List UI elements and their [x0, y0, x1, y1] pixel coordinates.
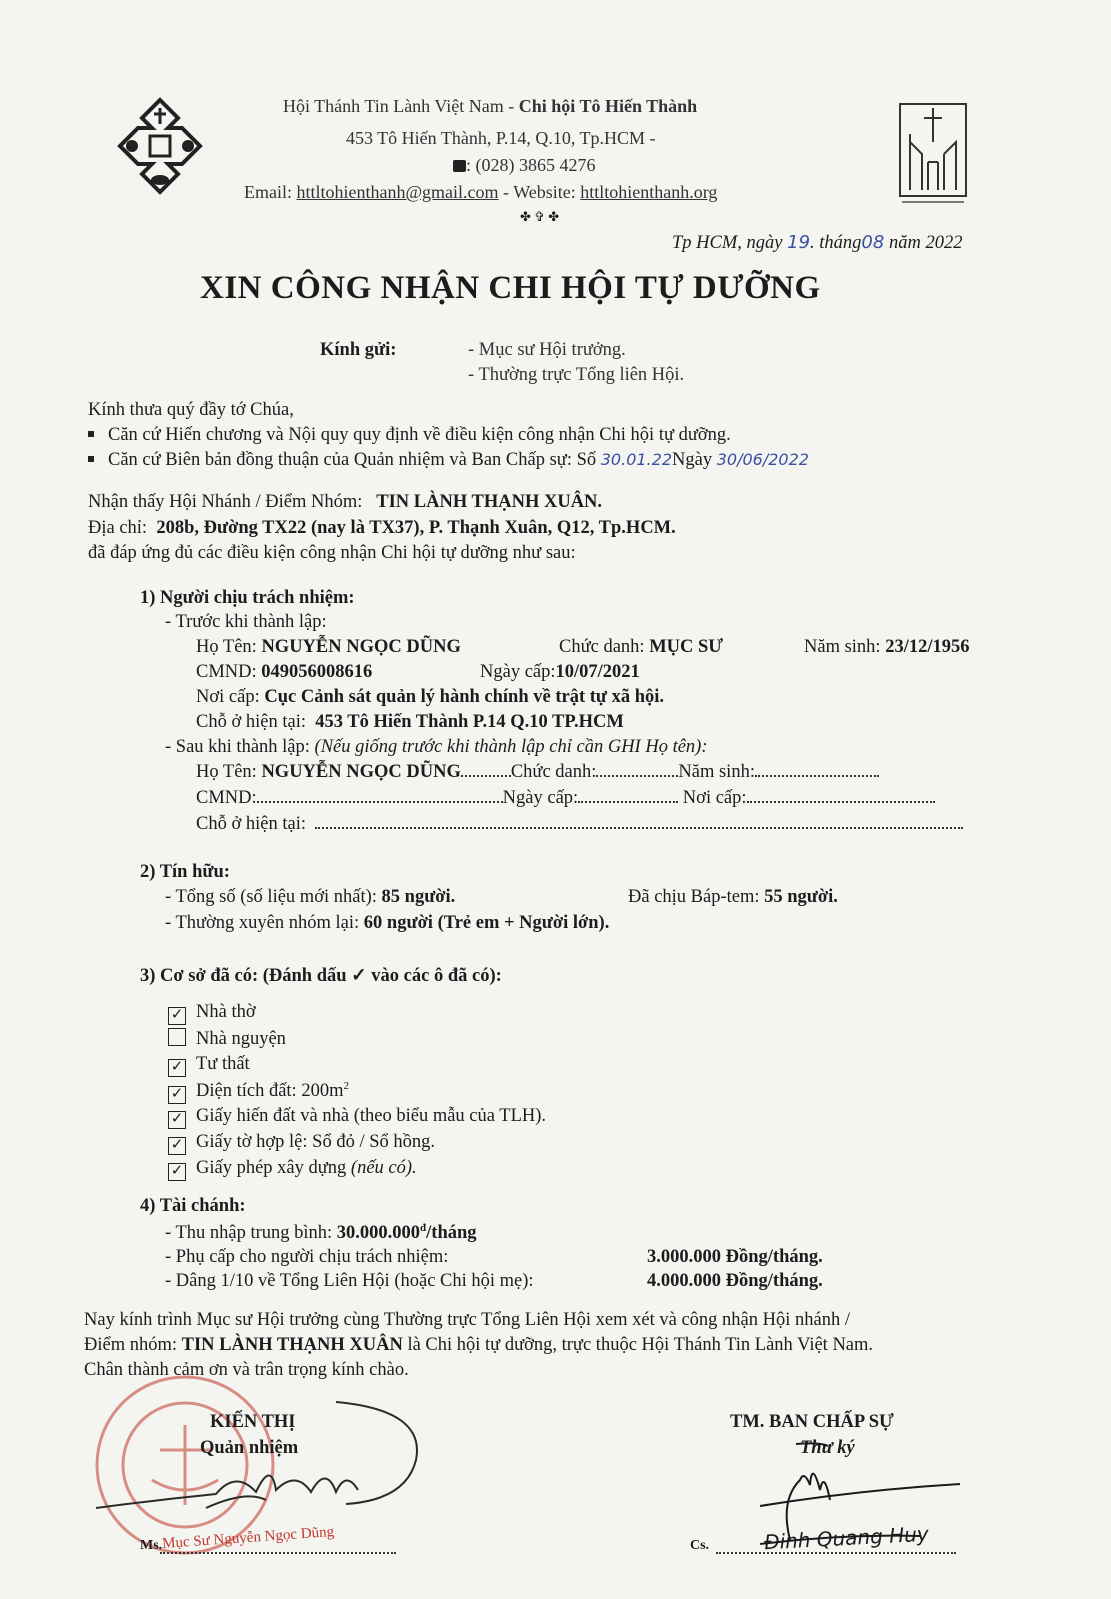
header-phone: : (028) 3865 4276 [466, 155, 596, 175]
section-1-heading: 1) Người chịu trách nhiệm: [140, 588, 355, 608]
basis-2-text: Căn cứ Biên bản đồng thuận của Quản nhiệm và Ban Chấp sự: Số [108, 450, 601, 470]
basis-bullet-1 [88, 425, 731, 446]
leader-title-label: Chức danh: [559, 637, 645, 657]
facility-label: Diện tích đất: 200m [196, 1081, 344, 1102]
closing-suffix: là Chi hội tự dưỡng, trực thuộc Hội Thánh Tin Lành Việt Nam. [402, 1335, 874, 1355]
leader-place-field [196, 687, 664, 708]
section-4-heading: 4) Tài chánh: [140, 1196, 246, 1216]
church-logo [106, 96, 214, 200]
minutes-date: 30/06/2022 [716, 450, 809, 469]
leader-residence-label: Chỗ ở hiện tại: [196, 712, 306, 732]
permit-note: (nếu có). [350, 1158, 417, 1178]
facility-item [168, 1028, 286, 1050]
basis-1-text: Căn cứ Hiến chương và Nội quy quy định về điều kiện công nhận Chi hội tự dưỡng. [108, 425, 731, 445]
left-signature-line [160, 1552, 396, 1554]
members-total-field [165, 887, 455, 908]
bullet-icon [88, 431, 94, 437]
closing-line-3: Chân thành cảm ơn và trân trọng kính chào. [84, 1360, 409, 1380]
leader-issue-label: Ngày cấp: [480, 662, 556, 682]
after-id-row [196, 788, 935, 809]
minutes-number: 30.01.22 [600, 450, 672, 469]
header-phone-line [453, 155, 596, 176]
org-name: Hội Thánh Tin Lành Việt Nam - [283, 96, 519, 116]
closing-line-1: Nay kính trình Mục sư Hội trưởng cùng Thường trực Tổng Liên Hội xem xét và công nhận Hội nhánh / [84, 1310, 850, 1330]
section-3-heading: 3) Cơ sở đã có: (Đánh dấu ✓ vào các ô đã có): [140, 966, 502, 986]
after-title-label: Chức danh: [510, 762, 597, 782]
date-month: 08 [861, 232, 885, 253]
branch-name-label: Nhận thấy Hội Nhánh / Điểm Nhóm: [88, 492, 363, 512]
recipient-1: - Mục sư Hội trưởng. [468, 340, 626, 360]
leader-title-field [559, 637, 723, 658]
tithe-value: 4.000.000 Đồng/tháng. [647, 1271, 823, 1291]
right-signer-name: Đinh Quang Huy [763, 1521, 930, 1555]
right-signer-role: Thư ký [800, 1438, 855, 1458]
left-signature [96, 1400, 426, 1520]
branch-name-line [88, 492, 602, 513]
closing-line-2 [84, 1335, 873, 1356]
facility-checkbox[interactable]: ✓ [168, 1059, 186, 1077]
greeting: Kính thưa quý đầy tớ Chúa, [88, 400, 294, 420]
facility-checkbox[interactable]: ✓ [168, 1111, 186, 1129]
after-id-label: CMND: [196, 788, 257, 808]
facility-item [168, 1002, 256, 1025]
leader-place: Cục Cảnh sát quản lý hành chính về trật tự xã hội. [264, 687, 665, 707]
leader-id: 049056008616 [261, 662, 373, 682]
facility-checkbox[interactable]: ✓ [168, 1163, 186, 1181]
header-org-line [283, 96, 697, 117]
left-signer-role: Quản nhiệm [200, 1438, 299, 1458]
website-link[interactable]: httltohienthanh.org [580, 182, 718, 202]
facility-label: Giấy hiến đất và nhà (theo biểu mẫu của TLH). [196, 1106, 547, 1126]
leader-birth: 23/12/1956 [885, 637, 970, 657]
after-residence-blank[interactable] [315, 827, 963, 829]
after-founding-line [165, 737, 708, 758]
cross-emblem-icon [106, 96, 214, 200]
after-name: NGUYỄN NGỌC DŨNG [261, 762, 461, 782]
bullet-icon [88, 456, 94, 462]
after-name-label: Họ Tên: [196, 762, 257, 782]
facility-checkbox[interactable] [168, 1028, 186, 1046]
leader-issue: 10/07/2021 [555, 662, 640, 682]
facility-checkbox[interactable]: ✓ [168, 1086, 186, 1104]
income-value: 30.000.000 [336, 1223, 421, 1244]
after-birth-label: Năm sinh: [678, 762, 755, 782]
facility-label: Nhà nguyện [196, 1029, 286, 1049]
left-signer-title: KIẾN THỊ [210, 1412, 296, 1432]
members-total: 85 người. [381, 887, 456, 907]
closing-prefix: Điểm nhóm: [84, 1335, 182, 1355]
leader-issue-field [480, 662, 640, 683]
income-label: - Thu nhập trung bình: [165, 1223, 333, 1244]
dotted-fill [461, 775, 511, 777]
after-founding-label: - Sau khi thành lập: [165, 737, 310, 757]
income-currency: đ [420, 1222, 427, 1234]
regular-label: - Thường xuyên nhóm lại: [165, 913, 360, 933]
after-name-row [196, 762, 879, 783]
recipients-label: Kính gửi: [320, 340, 397, 360]
leader-birth-label: Năm sinh: [804, 637, 881, 657]
area-superscript: 2 [343, 1080, 349, 1092]
branch-address-value: 208b, Đường TX22 (nay là TX37), P. Thạnh Xuân, Q12, Tp.HCM. [156, 518, 676, 538]
facility-item [168, 1158, 417, 1181]
leader-id-field [196, 662, 372, 683]
basis-bullet-2 [88, 450, 809, 471]
date-day: 19 [787, 232, 811, 253]
website-label: - Website: [498, 182, 581, 202]
regular-attendance-field [165, 913, 609, 934]
allowance-label: - Phụ cấp cho người chịu trách nhiệm: [165, 1247, 449, 1267]
leader-name-label: Họ Tên: [196, 637, 257, 657]
facility-item [168, 1080, 349, 1104]
leader-place-label: Nơi cấp: [196, 687, 260, 707]
facility-item [168, 1132, 435, 1155]
leader-name-field [196, 637, 461, 658]
branch-name: Chi hội Tô Hiến Thành [518, 96, 698, 116]
right-signature-line [716, 1552, 956, 1554]
leader-id-label: CMND: [196, 662, 257, 682]
left-signer-prefix: Ms. [140, 1538, 163, 1553]
right-signer-title: TM. BAN CHẤP SỰ [730, 1412, 894, 1432]
branch-address-label: Địa chỉ: [88, 518, 148, 538]
header-contact-line [244, 182, 717, 203]
before-founding-label: - Trước khi thành lập: [165, 612, 327, 632]
facility-label: Giấy tờ hợp lệ: Sổ đỏ / Sổ hồng. [196, 1132, 436, 1152]
facility-label: Tư thất [196, 1054, 250, 1074]
baptized-label: Đã chịu Báp-tem: [628, 887, 760, 907]
tithe-label: - Dâng 1/10 về Tổng Liên Hội (hoặc Chi hội mẹ): [165, 1271, 534, 1291]
leader-title: MỤC SƯ [649, 637, 724, 657]
branch-name-value: TIN LÀNH THẠNH XUÂN. [376, 492, 603, 512]
regular-count: 60 người (Trẻ em + Người lớn). [363, 913, 610, 933]
facility-item [168, 1054, 250, 1077]
after-issue-blank[interactable] [578, 801, 678, 803]
allowance-value: 3.000.000 Đồng/tháng. [647, 1247, 823, 1267]
baptized-count: 55 người. [764, 887, 838, 907]
date-year: năm 2022 [888, 233, 963, 253]
church-building-icon [898, 102, 968, 208]
leader-residence-field [196, 712, 624, 733]
facility-checkbox[interactable]: ✓ [168, 1007, 186, 1025]
section-2-heading: 2) Tín hữu: [140, 862, 230, 882]
leader-birth-field [804, 637, 969, 658]
leader-name: NGUYỄN NGỌC DŨNG [261, 637, 461, 657]
left-signer-name: Mục Sư Nguyễn Ngọc Dũng [161, 1524, 335, 1552]
right-signer-prefix: Cs. [690, 1538, 710, 1553]
document-date [672, 232, 962, 254]
signature-scribble-icon [96, 1400, 426, 1520]
facility-label: Giấy phép xây dựng [196, 1158, 351, 1178]
header-address: 453 Tô Hiến Thành, P.14, Q.10, Tp.HCM - [346, 128, 656, 148]
minutes-date-label: Ngày [672, 450, 717, 470]
recipient-2: - Thường trực Tổng liên Hội. [468, 365, 685, 385]
leader-residence: 453 Tô Hiến Thành P.14 Q.10 TP.HCM [315, 712, 624, 732]
facility-label: Nhà thờ [196, 1002, 256, 1022]
after-residence-label: Chỗ ở hiện tại: [196, 814, 306, 834]
secondary-logo [898, 102, 968, 208]
income-field [165, 1222, 477, 1244]
after-founding-note: (Nếu giống trước khi thành lập chỉ cần GHI Họ tên): [314, 737, 708, 757]
header-ornament: ✤ ✞ ✤ [520, 209, 560, 224]
after-residence-row [196, 814, 963, 835]
after-id-blank[interactable] [257, 801, 503, 803]
email-label: Email: [244, 182, 297, 202]
date-month-label: . tháng [810, 233, 862, 253]
facility-checkbox[interactable]: ✓ [168, 1137, 186, 1155]
branch-conclusion: đã đáp ứng đủ các điều kiện công nhận Chi hội tự dưỡng như sau: [88, 543, 576, 563]
income-unit: /tháng [426, 1223, 477, 1244]
after-title-blank[interactable] [596, 775, 678, 777]
members-total-label: - Tổng số (số liệu mới nhất): [165, 887, 377, 907]
closing-branch: TIN LÀNH THẠNH XUÂN [181, 1335, 403, 1355]
facility-item [168, 1106, 546, 1129]
baptized-field [628, 887, 838, 908]
date-prefix: Tp HCM, ngày [672, 233, 788, 253]
branch-address-line [88, 518, 676, 539]
after-issue-label: Ngày cấp: [502, 788, 579, 808]
after-place-blank[interactable] [747, 801, 935, 803]
phone-icon [453, 160, 466, 172]
after-birth-blank[interactable] [755, 775, 879, 777]
page-title: XIN CÔNG NHẬN CHI HỘI TỰ DƯỠNG [200, 270, 821, 306]
email-link[interactable]: httltohienthanh@gmail.com [296, 182, 499, 202]
after-place-label: Nơi cấp: [682, 788, 747, 808]
